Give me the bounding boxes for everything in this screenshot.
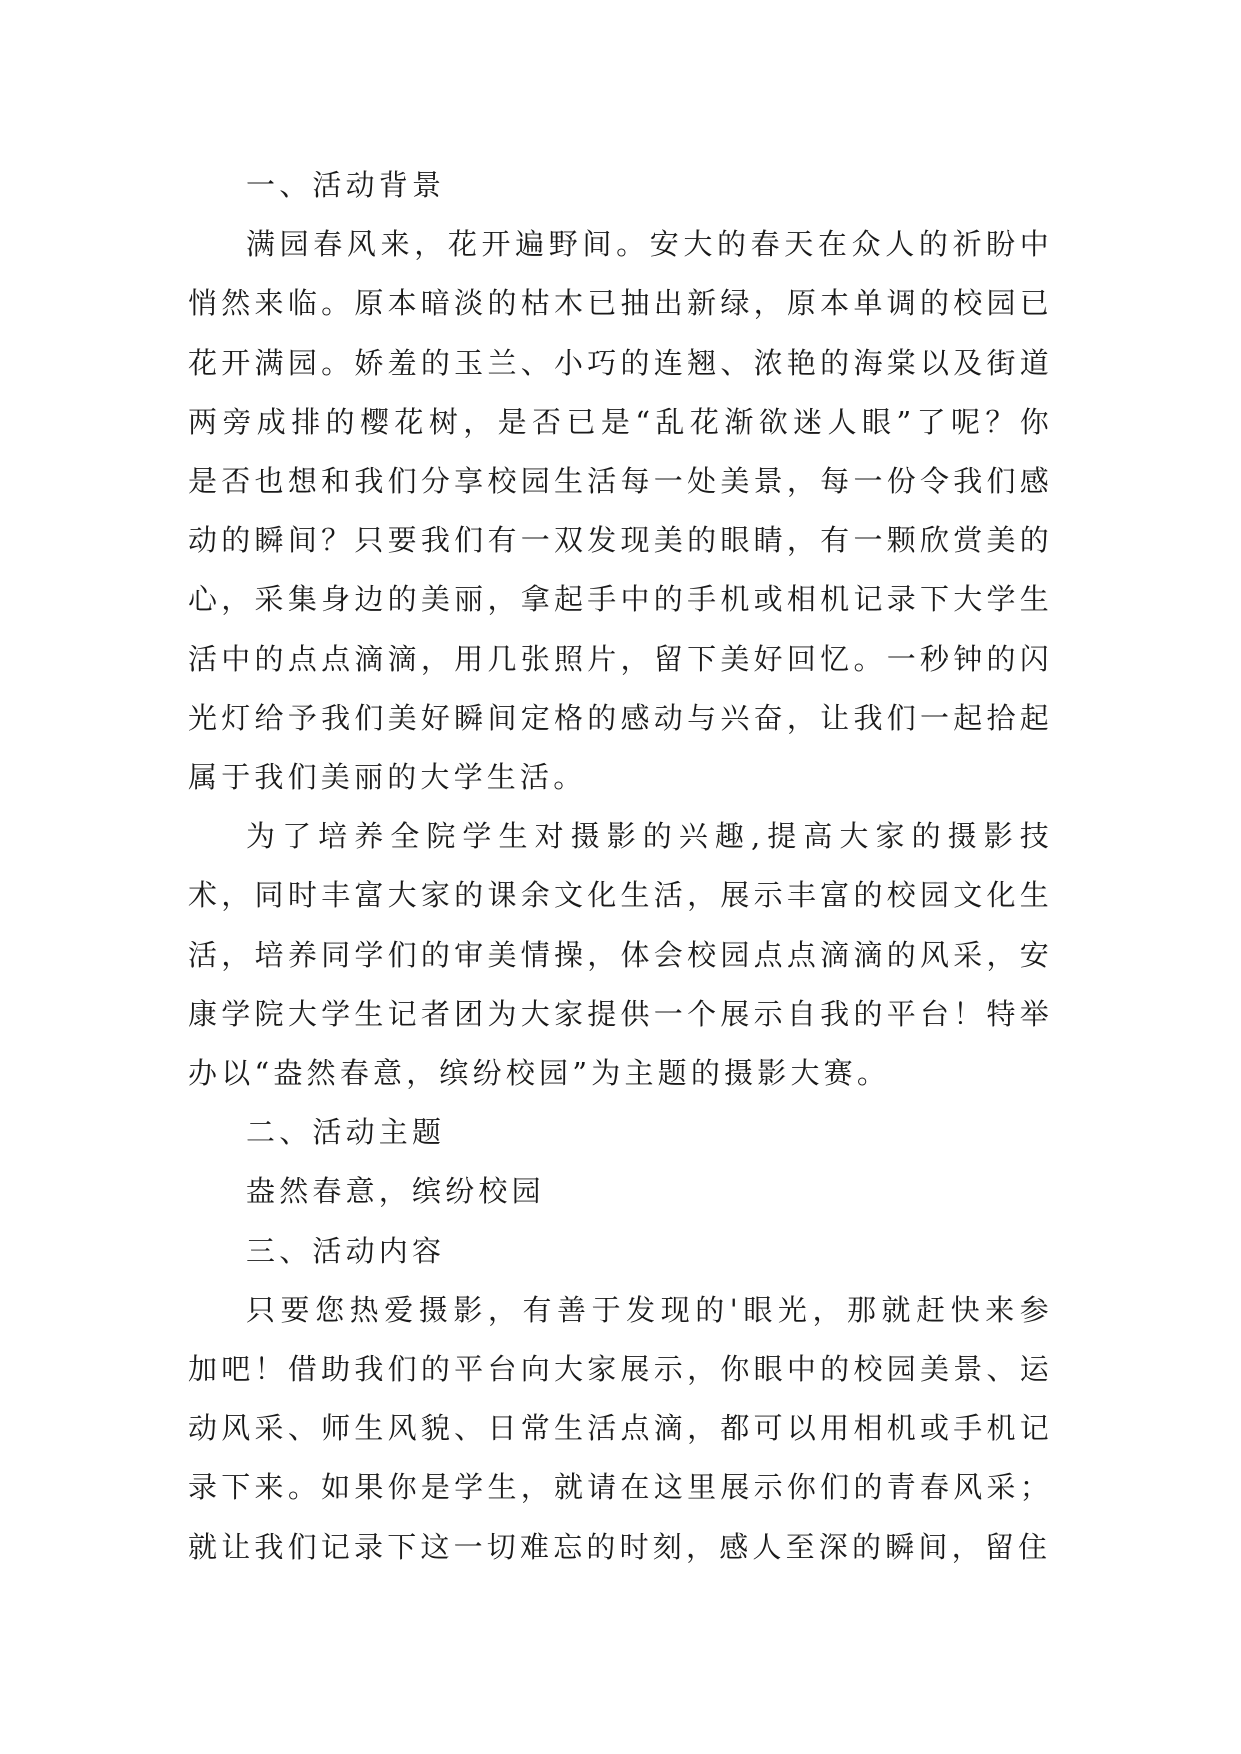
section-heading-theme: 二、活动主题 <box>246 1115 446 1150</box>
section-heading-content: 三、活动内容 <box>246 1233 446 1268</box>
paragraph-theme: 盎然春意，缤纷校园 <box>246 1174 545 1209</box>
paragraph-contest-purpose: 为了培养全院学生对摄影的兴趣,提高大家的摄影技术，同时丰富大家的课余文化生活，展示丰富的校园文化生活，培养同学们的审美情操，体会校园点点滴滴的风采，安康学院大学生记者团为大家提供一个展示自我的平台！特举办以“盎然春意，缤纷校园”为主题的摄影大赛。 <box>188 819 1053 1091</box>
paragraph-spring-campus: 满园春风来，花开遍野间。安大的春天在众人的祈盼中悄然来临。原本暗淡的枯木已抽出新绿，原本单调的校园已花开满园。娇羞的玉兰、小巧的连翘、浓艳的海棠以及街道两旁成排的樱花树，是否已是“乱花渐欲迷人眼”了呢？你是否也想和我们分享校园生活每一处美景，每一份令我们感动的瞬间？只要我们有一双发现美的眼睛，有一颗欣赏美的心，采集身边的美丽，拿起手中的手机或相机记录下大学生活中的点点滴滴，用几张照片，留下美好回忆。一秒钟的闪光灯给予我们美好瞬间定格的感动与兴奋，让我们一起拾起属于我们美丽的大学生活。 <box>188 227 1053 795</box>
section-heading-background: 一、活动背景 <box>246 168 446 202</box>
document-body <box>188 156 1053 1577</box>
paragraph-activity-content: 只要您热爱摄影，有善于发现的'眼光，那就赶快来参加吧！借助我们的平台向大家展示，你眼中的校园美景、运动风采、师生风貌、日常生活点滴，都可以用相机或手机记录下来。如果你是学生，就请在这里展示你们的青春风采；就让我们记录下这一切难忘的时刻，感人至深的瞬间，留住 <box>188 1292 1053 1564</box>
